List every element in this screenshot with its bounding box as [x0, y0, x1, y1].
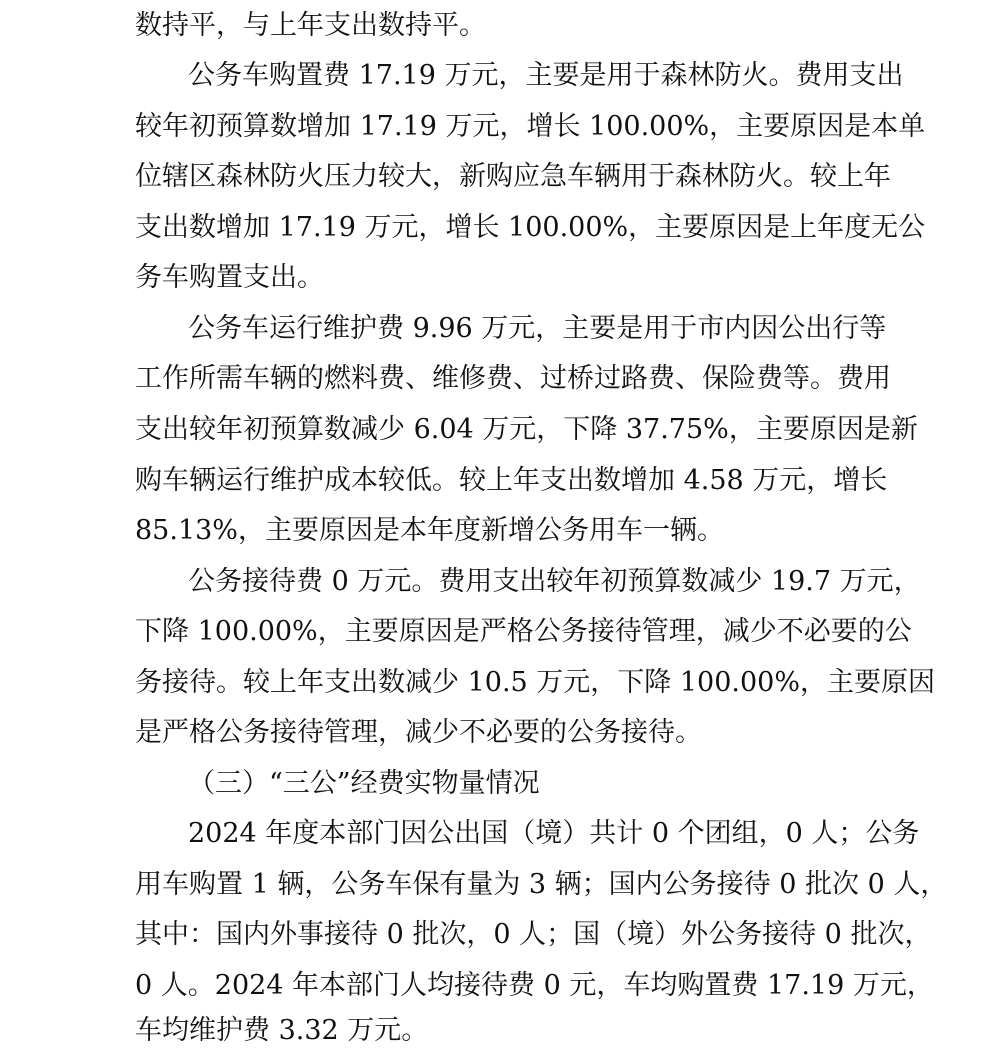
- text-line: 是严格公务接待管理，减少不必要的公务接待。: [135, 717, 702, 748]
- paragraph-start-line: 公务车购置费 17.19 万元，主要是用于森林防火。费用支出: [188, 60, 904, 91]
- paragraph-start-line: 公务车运行维护费 9.96 万元，主要是用于市内因公出行等: [188, 313, 887, 344]
- paragraph-start-line: 公务接待费 0 万元。费用支出较年初预算数减少 19.7 万元，: [188, 566, 921, 597]
- text-line: 下降 100.00%，主要原因是严格公务接待管理，减少不必要的公: [135, 616, 912, 647]
- text-line: 务车购置支出。: [135, 262, 324, 293]
- text-line: 支出较年初预算数减少 6.04 万元，下降 37.75%，主要原因是新: [135, 414, 918, 445]
- text-line: 较年初预算数增加 17.19 万元，增长 100.00%，主要原因是本单: [135, 111, 926, 142]
- text-line: 位辖区森林防火压力较大，新购应急车辆用于森林防火。较上年: [135, 161, 891, 192]
- text-line: 务接待。较上年支出数减少 10.5 万元，下降 100.00%，主要原因: [135, 667, 935, 698]
- section-heading: （三）“三公”经费实物量情况: [188, 768, 540, 799]
- text-line: 0 人。2024 年本部门人均接待费 0 元，车均购置费 17.19 万元，: [135, 970, 934, 1001]
- text-line: 支出数增加 17.19 万元，增长 100.00%，主要原因是上年度无公: [135, 212, 926, 243]
- text-line: 85.13%，主要原因是本年度新增公务用车一辆。: [135, 515, 724, 546]
- text-line: 车均维护费 3.32 万元。: [135, 1015, 429, 1046]
- text-line: 工作所需车辆的燃料费、维修费、过桥过路费、保险费等。费用: [135, 363, 891, 394]
- text-line: 用车购置 1 辆，公务车保有量为 3 辆；国内公务接待 0 批次 0 人，: [135, 869, 948, 900]
- paragraph-start-line: 2024 年度本部门因公出国（境）共计 0 个团组，0 人；公务: [188, 818, 920, 849]
- text-line: 数持平，与上年支出数持平。: [135, 10, 486, 41]
- text-line: 其中：国内外事接待 0 批次，0 人；国（境）外公务接待 0 批次，: [135, 919, 932, 950]
- text-line: 购车辆运行维护成本较低。较上年支出数增加 4.58 万元，增长: [135, 465, 888, 496]
